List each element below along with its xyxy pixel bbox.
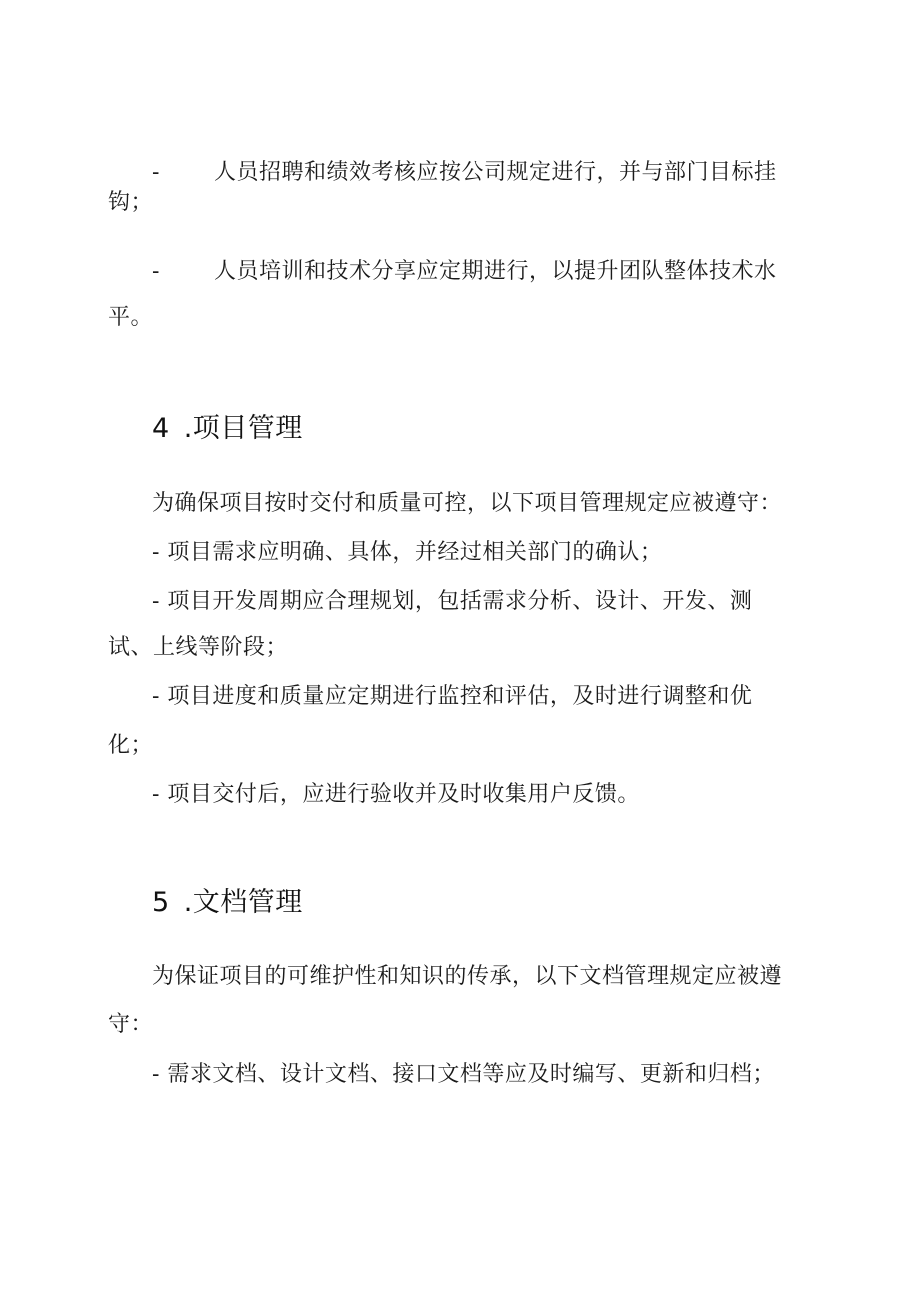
section-heading-project-management: [152, 412, 303, 446]
list-item-text: 人员招聘和绩效考核应按公司规定进行，并与部门目标挂: [214, 160, 777, 185]
list-item-cont: 试、上线等阶段；: [108, 635, 289, 660]
list-item-cont: 化；: [108, 733, 154, 758]
section-number: 5: [152, 887, 170, 918]
section-intro: 为确保项目按时交付和质量可控，以下项目管理规定应被遵守：: [152, 491, 783, 516]
list-dash: -: [152, 160, 160, 185]
list-item-text-cont: 平。: [108, 305, 154, 330]
list-item-text-cont: 钩；: [108, 190, 154, 215]
list-dash: -: [152, 259, 160, 284]
list-item: - 项目需求应明确、具体，并经过相关部门的确认；: [152, 540, 663, 565]
list-item: - 项目进度和质量应定期进行监控和评估，及时进行调整和优: [152, 684, 753, 709]
section-heading-document-management: [152, 886, 303, 920]
list-item: - 需求文档、设计文档、接口文档等应及时编写、更新和归档；: [152, 1062, 775, 1087]
list-item: - 项目交付后，应进行验收并及时收集用户反馈。: [152, 782, 640, 807]
section-title: .项目管理: [183, 413, 303, 444]
list-item-text: 人员培训和技术分享应定期进行，以提升团队整体技术水: [214, 259, 777, 284]
list-item: - 项目开发周期应合理规划，包括需求分析、设计、开发、测: [152, 589, 753, 614]
section-intro: 为保证项目的可维护性和知识的传承，以下文档管理规定应被遵: [152, 964, 783, 989]
section-number: 4: [152, 413, 170, 444]
section-title: .文档管理: [183, 887, 303, 918]
section-intro-cont: 守：: [108, 1012, 154, 1037]
